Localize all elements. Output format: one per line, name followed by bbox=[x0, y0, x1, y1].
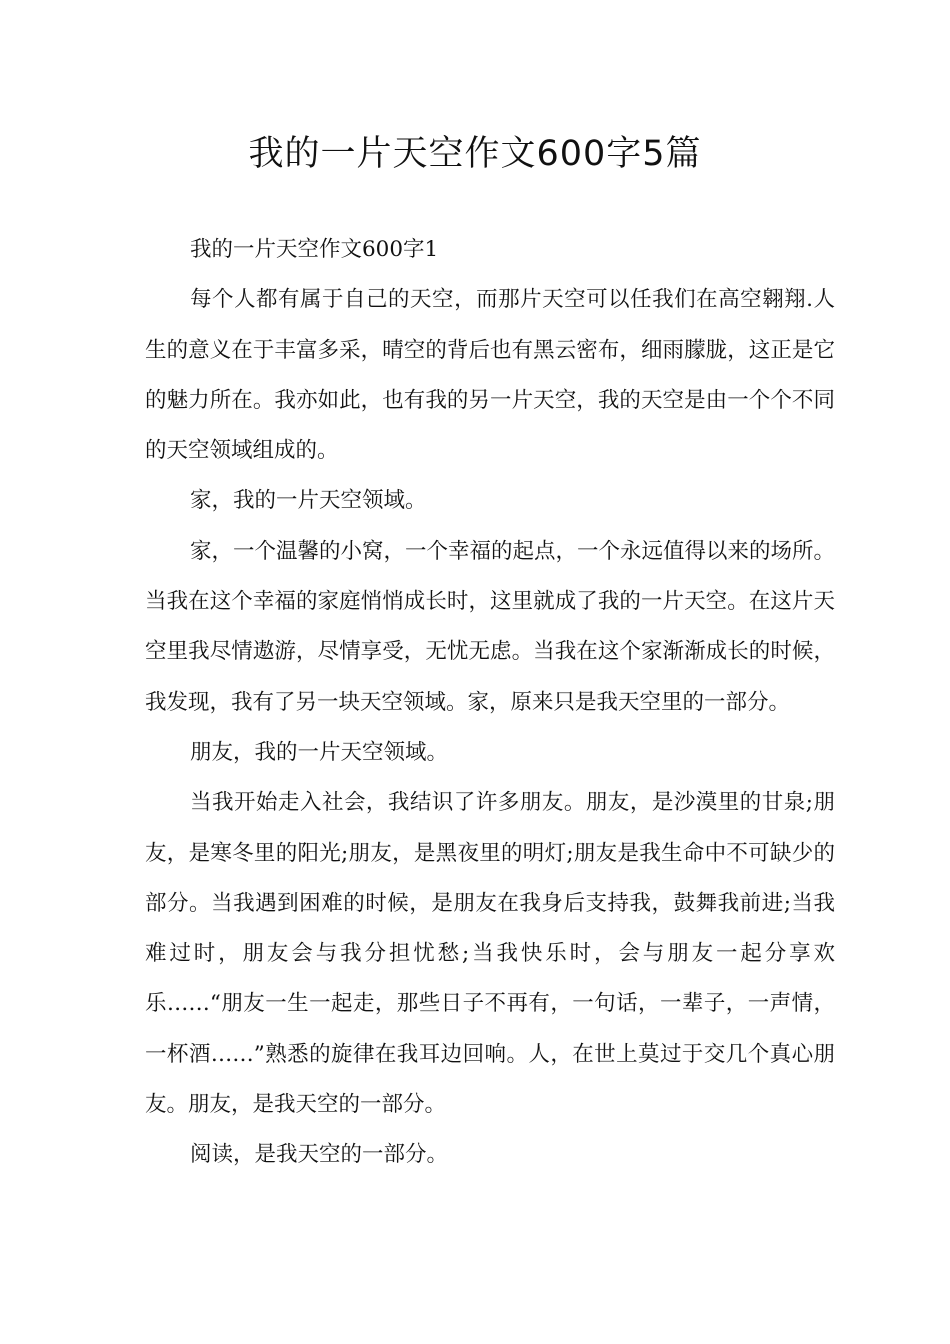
paragraph: 每个人都有属于自己的天空，而那片天空可以任我们在高空翱翔.人生的意义在于丰富多采，晴空的背后也有黑云密布，细雨朦胧，这正是它的魅力所在。我亦如此，也有我的另一片天空，我的天空是由一个个不同的天空领域组成的。 bbox=[145, 287, 835, 464]
paragraph: 朋友，我的一片天空领域。 bbox=[190, 739, 449, 765]
paragraph: 当我开始走入社会，我结识了许多朋友。朋友，是沙漠里的甘泉;朋友，是寒冬里的阳光;朋友，是黑夜里的明灯;朋友是我生命中不可缺少的部分。当我遇到困难的时候，是朋友在我身后支持我，鼓舞我前进;当我难过时，朋友会与我分担忧愁;当我快乐时，会与朋友一起分享欢乐……“朋友一生一起走，那些日子不再有，一句话，一辈子，一声情，一杯酒……”熟悉的旋律在我耳边回响。人，在世上莫过于交几个真心朋友。朋友，是我天空的一部分。 bbox=[145, 790, 835, 1118]
document-title: 我的一片天空作文600字5篇 bbox=[248, 134, 702, 174]
paragraph: 阅读，是我天空的一部分。 bbox=[190, 1142, 449, 1168]
paragraph: 家，我的一片天空领域。 bbox=[190, 488, 427, 514]
section-heading: 我的一片天空作文600字1 bbox=[190, 237, 439, 262]
paragraph: 家，一个温馨的小窝，一个幸福的起点，一个永远值得以来的场所。当我在这个幸福的家庭悄悄成长时，这里就成了我的一片天空。在这片天空里我尽情遨游，尽情享受，无忧无虑。当我在这个家渐渐成长的时候，我发现，我有了另一块天空领域。家，原来只是我天空里的一部分。 bbox=[145, 538, 836, 715]
document-body bbox=[145, 225, 835, 1181]
